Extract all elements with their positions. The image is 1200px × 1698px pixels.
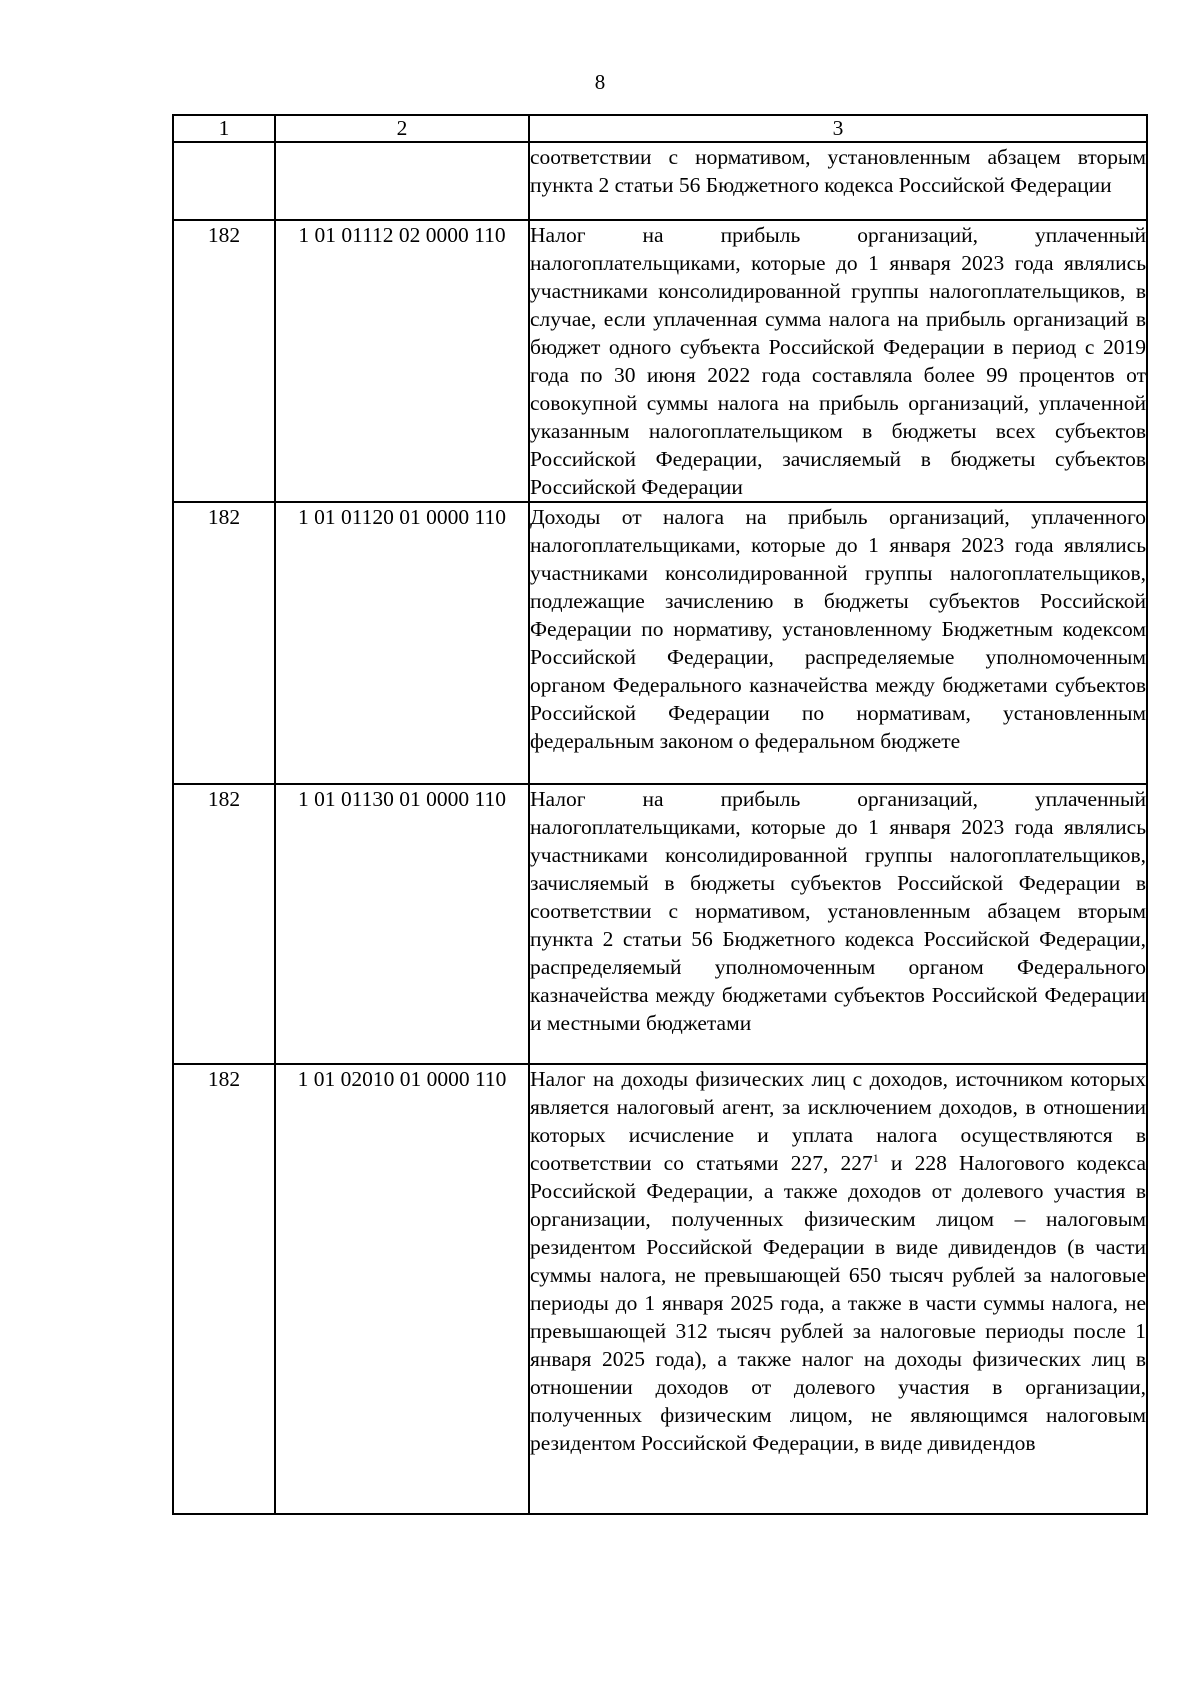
income-description-part-1: Налог на доходы физических лиц с доходов, источником которых является налоговый агент, за исключением доходов, в отношении которых исчисление и уплата налога осуществляются в соответствии со статьями 227, 227	[530, 1067, 1146, 1175]
income-description	[530, 1065, 1146, 1457]
income-description: Доходы от налога на прибыль организаций, уплаченного налогоплательщиками, которые до 1 января 2023 года являлись участниками консолидированной группы налогоплательщиков, подлежащие зачислению в бюджеты субъектов Российской Федерации по нормативу, установленному Бюджетным кодексом Российской Федерации, распределяемые уполномоченным органом Федерального казначейства между бюджетами субъектов Российской Федерации по нормативам, установленным федеральным законом о федеральном бюджете	[530, 505, 1146, 753]
income-description: соответствии с нормативом, установленным абзацем вторым пункта 2 статьи 56 Бюджетного кодекса Российской Федерации	[530, 145, 1146, 197]
page-number: 8	[594, 70, 606, 94]
column-header-1: 1	[173, 115, 275, 142]
table-row	[173, 1064, 1147, 1514]
table-row	[173, 220, 1147, 502]
admin-code-cell: 182	[173, 1064, 275, 1514]
budget-classification-code-cell: 1 01 02010 01 0000 110	[275, 1064, 529, 1514]
table-row	[173, 502, 1147, 784]
admin-code-cell: 182	[173, 220, 275, 502]
income-description-part-2: и 228 Налогового кодекса Российской Федерации, а также доходов от долевого участия в организации, полученных физическим лицом – налоговым резидентом Российской Федерации в виде дивидендов (в части суммы налога, не превышающей 650 тысяч рублей за налоговые периоды до 1 января 2025 года, а также в части суммы налога, не превышающей 312 тысяч рублей за налоговые периоды после 1 января 2025 года), а также налог на доходы физических лиц в отношении доходов от долевого участия в организации, полученных физическим лицом, не являющимся налоговым резидентом Российской Федерации, в виде дивидендов	[530, 1151, 1146, 1455]
table-row	[173, 784, 1147, 1064]
revenue-codes-table	[172, 114, 1148, 1515]
budget-classification-code-cell: 1 01 01120 01 0000 110	[275, 502, 529, 784]
income-description-cell	[529, 220, 1147, 502]
budget-classification-code-cell	[275, 142, 529, 220]
article-superscript: 1	[872, 1150, 879, 1165]
budget-classification-code-cell: 1 01 01112 02 0000 110	[275, 220, 529, 502]
column-header-3: 3	[529, 115, 1147, 142]
admin-code-cell	[173, 142, 275, 220]
table-header-row	[173, 115, 1147, 142]
income-description-cell	[529, 1064, 1147, 1514]
budget-classification-code-cell: 1 01 01130 01 0000 110	[275, 784, 529, 1064]
income-description-cell	[529, 502, 1147, 784]
income-description: Налог на прибыль организаций, уплаченный налогоплательщиками, которые до 1 января 2023 года являлись участниками консолидированной группы налогоплательщиков, зачисляемый в бюджеты субъектов Российской Федерации в соответствии с нормативом, установленным абзацем вторым пункта 2 статьи 56 Бюджетного кодекса Российской Федерации, распределяемый уполномоченным органом Федерального казначейства между бюджетами субъектов Российской Федерации и местными бюджетами	[530, 787, 1146, 1035]
column-header-2: 2	[275, 115, 529, 142]
table-row	[173, 142, 1147, 220]
income-description: Налог на прибыль организаций, уплаченный налогоплательщиками, которые до 1 января 2023 года являлись участниками консолидированной группы налогоплательщиков, в случае, если уплаченная сумма налога на прибыль организаций в бюджет одного субъекта Российской Федерации в период с 2019 года по 30 июня 2022 года составляла более 99 процентов от совокупной суммы налога на прибыль организаций, уплаченной указанным налогоплательщиком в бюджеты всех субъектов Российской Федерации, зачисляемый в бюджеты субъектов Российской Федерации	[530, 223, 1146, 499]
income-description-cell	[529, 784, 1147, 1064]
admin-code-cell: 182	[173, 502, 275, 784]
admin-code-cell: 182	[173, 784, 275, 1064]
income-description-cell	[529, 142, 1147, 220]
